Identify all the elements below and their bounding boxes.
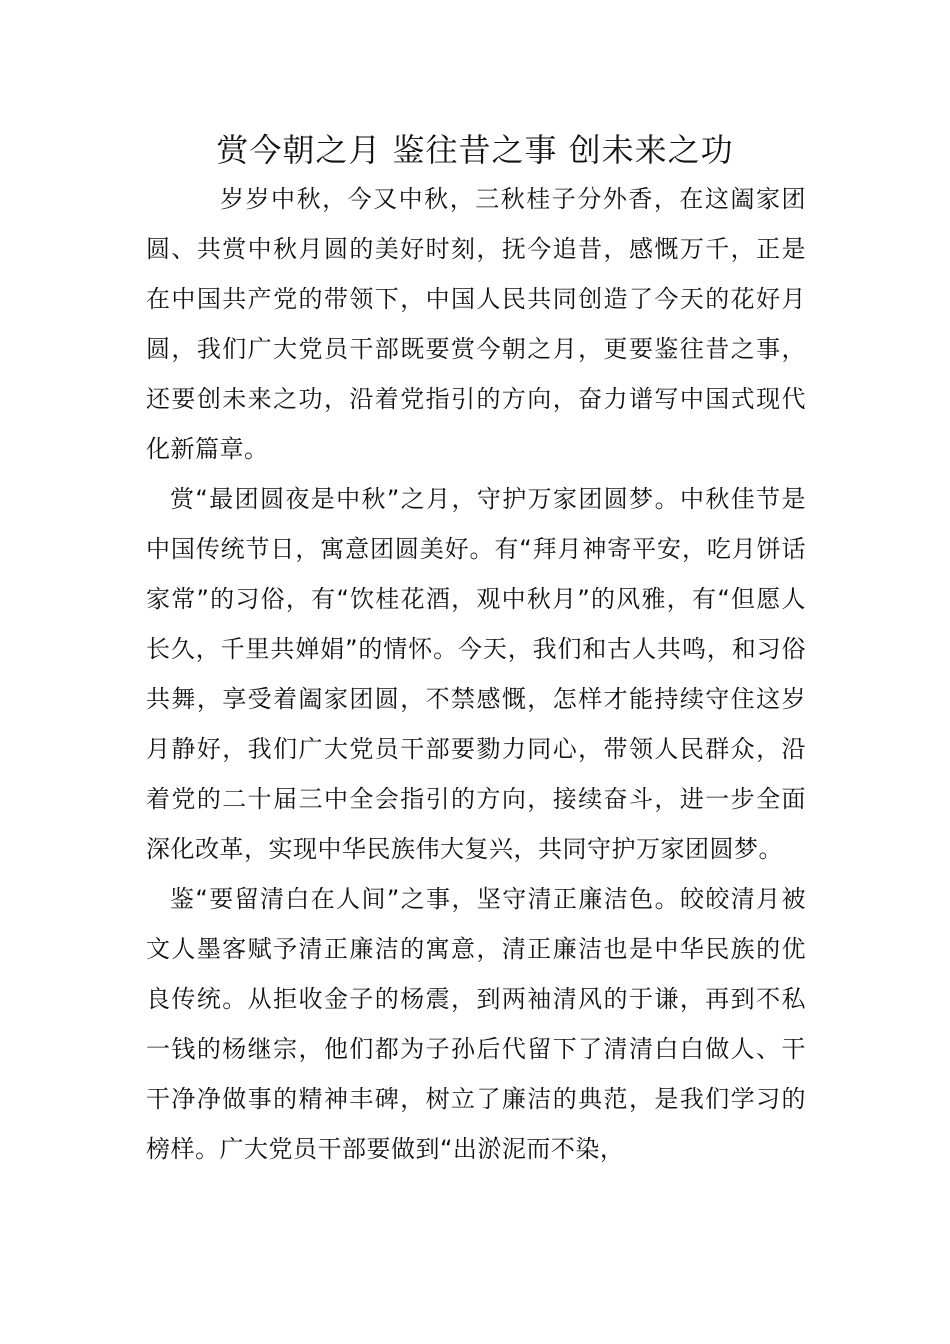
document-body	[146, 174, 806, 1174]
paragraph-reunion: 赏“最团圆夜是中秋”之月，守护万家团圆梦。中秋佳节是中国传统节日，寓意团圆美好。有“拜月神寄平安，吃月饼话家常”的习俗，有“饮桂花酒，观中秋月”的风雅，有“但愿人长久，千里共婵娟”的情怀。今天，我们和古人共鸣，和习俗共舞，享受着阖家团圆，不禁感慨，怎样才能持续守住这岁月静好，我们广大党员干部要勠力同心，带领人民群众，沿着党的二十届三中全会指引的方向，接续奋斗，进一步全面深化改革，实现中华民族伟大复兴，共同守护万家团圆梦。	[146, 485, 806, 863]
paragraph-intro: 岁岁中秋，今又中秋，三秋桂子分外香，在这阖家团圆、共赏中秋月圆的美好时刻，抚今追昔，感慨万千，正是在中国共产党的带领下，中国人民共同创造了今天的花好月圆，我们广大党员干部既要赏今朝之月，更要鉴往昔之事，还要创未来之功，沿着党指引的方向，奋力谱写中国式现代化新篇章。	[146, 185, 806, 463]
paragraph-integrity: 鉴“要留清白在人间”之事，坚守清正廉洁色。皎皎清月被文人墨客赋予清正廉洁的寓意，清正廉洁也是中华民族的优良传统。从拒收金子的杨震，到两袖清风的于谦，再到不私一钱的杨继宗，他们都为子孙后代留下了清清白白做人、干干净净做事的精神丰碑，树立了廉洁的典范，是我们学习的榜样。广大党员干部要做到“出淤泥而不染，	[146, 885, 806, 1163]
document-title: 赏今朝之月 鉴往昔之事 创未来之功	[216, 131, 734, 169]
